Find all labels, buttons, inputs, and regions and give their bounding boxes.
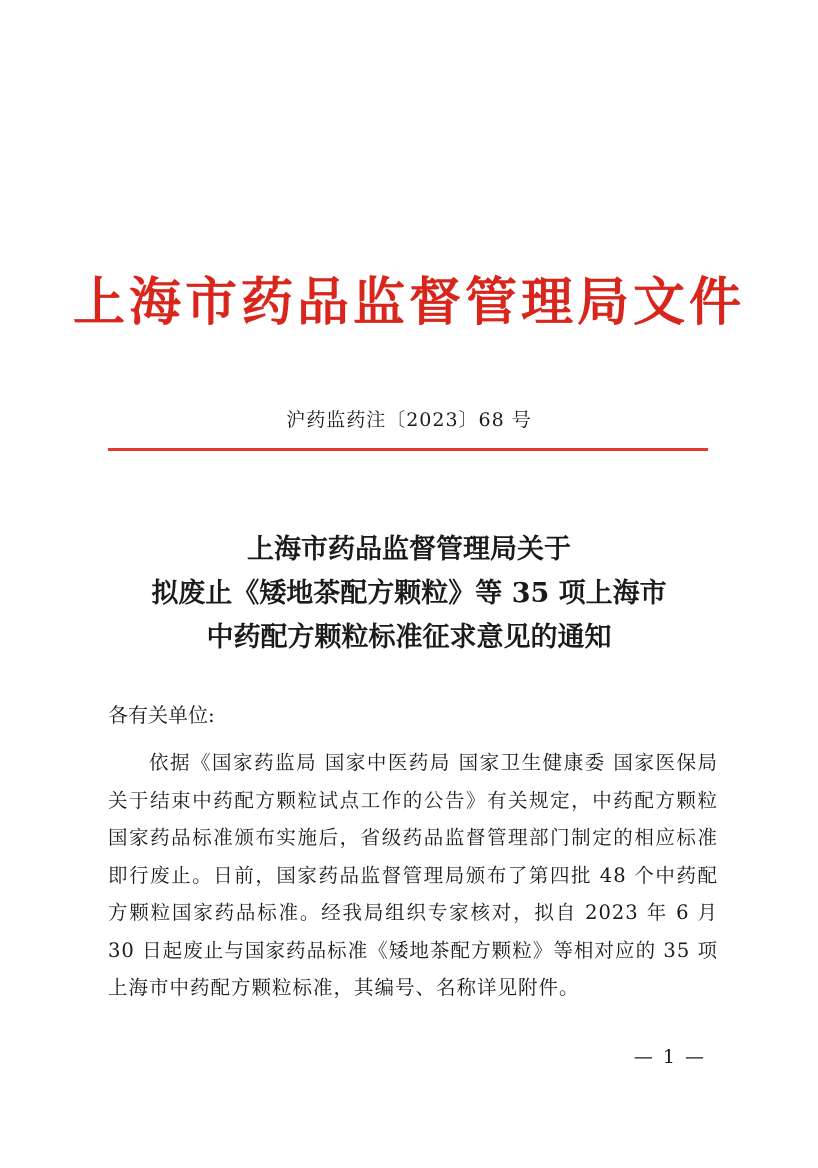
salutation: 各有关单位: [108, 703, 215, 727]
document-number: 沪药监药注〔2023〕68 号 [286, 409, 532, 431]
red-divider-line [108, 448, 708, 451]
notice-title [0, 528, 818, 660]
notice-title-line-1: 上海市药品监督管理局关于 [247, 534, 571, 565]
notice-title-line-3: 中药配方颗粒标准征求意见的通知 [206, 622, 612, 653]
body-paragraph: 依据《国家药监局 国家中医药局 国家卫生健康委 国家医保局关于结束中药配方颗粒试点工作的公告》有关规定，中药配方颗粒国家药品标准颁布实施后，省级药品监督管理部门制定的相应标准即行废止。日前，国家药品监督管理局颁布了第四批 48 个中药配方颗粒国家药品标准。经我局组织专家核对，拟自 2023 年 6 月 30 日起废止与国家药品标准《矮地茶配方颗粒》等相对应的 35 项上海市中药配方颗粒标准，其编号、名称详见附件。 [108, 751, 718, 999]
document-header-title: 上海市药品监督管理局文件 [72, 272, 745, 333]
notice-title-line-2: 拟废止《矮地茶配方颗粒》等 35 项上海市 [151, 578, 667, 609]
page-number: — 1 — [633, 1046, 706, 1068]
